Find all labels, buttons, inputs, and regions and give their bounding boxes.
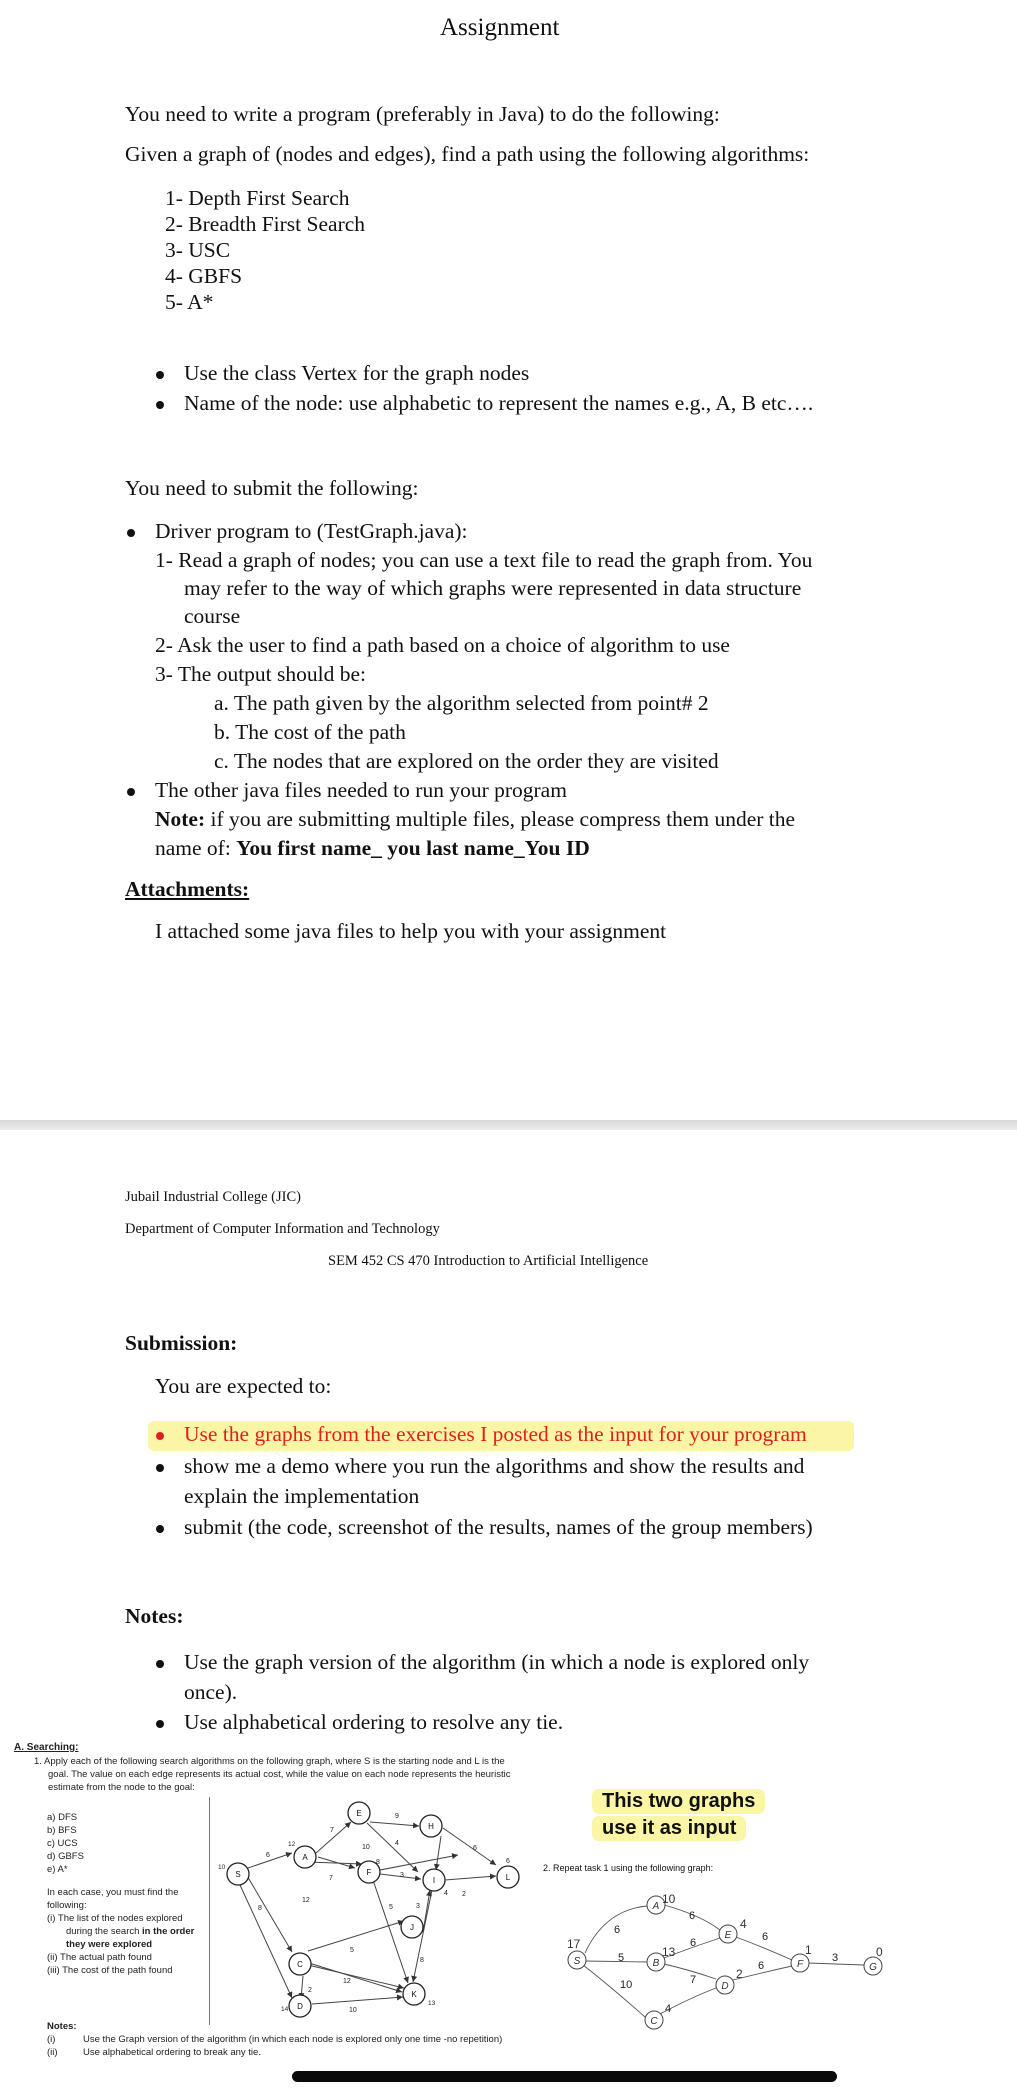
graph2-edge-cost: 7 — [690, 1974, 697, 1986]
graph1-node-label: F — [366, 1868, 372, 1877]
graph1-edge-cost: 6 — [266, 1852, 270, 1859]
output-item: c. The nodes that are explored on the order they are visited — [214, 749, 719, 773]
graph1-edge-cost: 4 — [444, 1890, 448, 1897]
graph1-edge-cost: 9 — [395, 1813, 399, 1820]
attachments-text: I attached some java files to help you with your assignment — [155, 919, 667, 943]
graph1-edge-cost: 4 — [395, 1840, 399, 1847]
note-text: if you are submitting multiple files, please compress them under the — [205, 807, 796, 831]
graph1-edge — [309, 1963, 402, 1992]
excerpt-algo: b) BFS — [47, 1825, 77, 1836]
find-text-cont: following: — [47, 1900, 87, 1911]
task-text: 1. Apply each of the following search algorithms on the following graph, where S is the starting node and L is the — [34, 1756, 505, 1767]
output-item: a. The path given by the algorithm selected from point# 2 — [214, 691, 709, 715]
graph2-heuristic: 13 — [662, 1945, 676, 1959]
graph2-edge — [583, 1965, 645, 2017]
graph2-node-label: B — [652, 1958, 660, 1969]
graph1-edge-cost: 7 — [330, 1827, 334, 1834]
graph1-edge — [308, 1921, 404, 1951]
algorithm-item: 4- GBFS — [165, 264, 243, 288]
expected-line: You are expected to: — [155, 1374, 332, 1398]
graph2-edge-cost: 3 — [832, 1952, 839, 1964]
graph2-node-label: A — [652, 1901, 660, 1912]
algorithm-item: 2- Breadth First Search — [165, 212, 366, 236]
graph2-node-label: G — [869, 1962, 877, 1973]
graph1-edge — [312, 1997, 403, 2004]
excerpt-algo: e) A* — [47, 1864, 68, 1875]
highlighted-bullet: Use the graphs from the exercises I posted as the input for your program — [184, 1422, 807, 1446]
excerpt-notes-label: Notes: — [47, 2021, 77, 2032]
graph1-heuristic: 10 — [218, 1864, 226, 1871]
graph2-heuristic: 4 — [740, 1917, 747, 1931]
home-indicator — [292, 2071, 837, 2082]
note-graph-version-cont: once). — [184, 1680, 238, 1704]
callout-line-1: This two graphs — [592, 1789, 765, 1814]
page-title: Assignment — [440, 14, 560, 41]
graph1-edge-cost: 6 — [506, 1858, 510, 1865]
output-item: b. The cost of the path — [214, 720, 406, 744]
graph1-edge — [445, 1876, 496, 1880]
graph1-edge-cost: 3 — [416, 1903, 420, 1910]
task-text-cont: goal. The value on each edge represents its actual cost, while the value on each node represents the heuristic — [48, 1769, 511, 1780]
graph1-edge-cost: 3 — [400, 1872, 404, 1879]
other-files: The other java files needed to run your program — [155, 778, 567, 802]
algorithm-item: 5- A* — [165, 290, 214, 314]
attachments-heading: Attachments: — [125, 877, 250, 901]
graph2-heuristic: 1 — [805, 1943, 812, 1957]
graph1-node-label: E — [356, 1809, 362, 1818]
graph1-node-label: S — [235, 1870, 241, 1879]
graph1-edge-cost: 8 — [258, 1905, 262, 1912]
graph1-node-label: C — [297, 1960, 303, 1969]
graph1-edge — [443, 1828, 496, 1865]
find-text: In each case, you must find the — [47, 1887, 179, 1898]
graph1-edge — [436, 1836, 441, 1870]
graph1-edge — [308, 1965, 404, 1988]
graph2-node-label: F — [796, 1959, 804, 1970]
graph1-heuristic: 14 — [281, 2006, 289, 2013]
graph1-heuristic: 13 — [428, 2000, 436, 2007]
bullet-vertex: Use the class Vertex for the graph nodes — [184, 361, 530, 385]
note-graph-version: Use the graph version of the algorithm (in which a node is explored only — [184, 1650, 810, 1674]
find-item-i-cont2: they were explored — [66, 1939, 153, 1950]
notes-heading: Notes: — [125, 1604, 184, 1628]
graph2-heuristic: 0 — [876, 1945, 883, 1959]
excerpt-note-i-num: (i) — [47, 2034, 56, 2045]
note-label: Note: — [155, 807, 206, 831]
graph2-edge-cost: 4 — [665, 2003, 672, 2015]
graph1-heuristic: 12 — [288, 1841, 296, 1848]
graph1-edge — [370, 1822, 419, 1826]
graph1-edge-cost: 12 — [343, 1978, 351, 1985]
submit-heading: You need to submit the following: — [125, 476, 419, 500]
graph1-edge-cost: 2 — [308, 1987, 312, 1994]
step-1-cont: may refer to the way of which graphs were represented in data structure — [184, 576, 802, 600]
graph-2 — [583, 1905, 864, 2017]
find-item-i-bold: in the order — [142, 1926, 195, 1937]
graph2-node-label: C — [650, 2016, 658, 2027]
graph2-node-label: E — [724, 1930, 732, 1941]
graph1-node-label: L — [505, 1873, 511, 1882]
graph1-edge-cost: 6 — [473, 1845, 477, 1852]
graph1-edge-cost: 2 — [462, 1891, 466, 1898]
graph1-node-label: D — [297, 2002, 303, 2011]
demo-bullet-cont: explain the implementation — [184, 1484, 420, 1508]
submit-bullet: submit (the code, screenshot of the results, names of the group members) — [184, 1515, 813, 1539]
excerpt-note-ii: Use alphabetical ordering to break any tie. — [83, 2047, 261, 2058]
graph1-node-label: A — [302, 1853, 308, 1862]
graph2-node-label: D — [721, 1981, 729, 1992]
graph2-edge-cost: 6 — [762, 1931, 769, 1943]
graph1-edge — [248, 1853, 292, 1868]
graph2-node-label: S — [573, 1956, 581, 1967]
find-item-ii: (ii) The actual path found — [47, 1952, 152, 1963]
graph1-edge-cost: 8 — [420, 1957, 424, 1964]
name-format: You first name_ you last name_You ID — [236, 836, 590, 860]
graph1-node-label: K — [411, 1990, 417, 1999]
graph1-edge-cost: 10 — [349, 2007, 357, 2014]
intro-line-2: Given a graph of (nodes and edges), find a path using the following algorithms: — [125, 142, 810, 166]
graph1-edge-cost: 5 — [389, 1904, 393, 1911]
step-2: 2- Ask the user to find a path based on a choice of algorithm to use — [155, 633, 730, 657]
graph1-edge-cost: 7 — [329, 1875, 333, 1882]
excerpt-note-i: Use the Graph version of the algorithm (in which each node is explored only one time -no repetition) — [83, 2034, 503, 2045]
step-1-cont2: course — [184, 604, 241, 628]
department-name: Department of Computer Information and Technology — [125, 1221, 440, 1237]
demo-bullet: show me a demo where you run the algorithms and show the results and — [184, 1454, 805, 1478]
task-text-cont2: estimate from the node to the goal: — [48, 1782, 195, 1793]
graph1-node-label: H — [428, 1822, 434, 1831]
excerpt-note-ii-num: (ii) — [47, 2047, 58, 2058]
graph2-heuristic: 10 — [662, 1892, 676, 1906]
step-3: 3- The output should be: — [155, 662, 367, 686]
graph1-edge — [423, 1890, 430, 1932]
course-name: SEM 452 CS 470 Introduction to Artificial Intelligence — [328, 1253, 649, 1269]
graph2-edge-cost: 5 — [618, 1952, 625, 1964]
driver-program: Driver program to (TestGraph.java): — [155, 519, 468, 543]
graph2-heuristic: 17 — [567, 1937, 581, 1951]
algorithm-item: 1- Depth First Search — [165, 186, 350, 210]
graph2-heuristic: 2 — [736, 1967, 743, 1981]
graph2-edge-cost: 10 — [620, 1979, 633, 1991]
step-1: 1- Read a graph of nodes; you can use a text file to read the graph from. You — [155, 548, 813, 572]
excerpt-algo: a) DFS — [47, 1812, 78, 1823]
graph1-edge-cost: 10 — [362, 1844, 370, 1851]
graph1-edge-cost: 12 — [302, 1897, 310, 1904]
graph1-edge-cost: 5 — [350, 1947, 354, 1954]
find-item-i-text: during the search — [66, 1926, 143, 1937]
graph1-node-label: I — [432, 1876, 436, 1885]
graph1-edge-cost: 8 — [376, 1859, 380, 1866]
name-of: name of: — [155, 836, 237, 860]
graph2-edge-cost: 6 — [758, 1960, 765, 1972]
repeat-task: 2. Repeat task 1 using the following graph: — [543, 1863, 714, 1873]
excerpt-algo: d) GBFS — [47, 1851, 84, 1862]
college-name: Jubail Industrial College (JIC) — [125, 1189, 301, 1205]
graph2-edge-cost: 6 — [689, 1910, 696, 1922]
bullet-node-names: Name of the node: use alphabetic to represent the names e.g., A, B etc…. — [184, 391, 814, 415]
find-item-i: (i) The list of the nodes explored — [47, 1913, 183, 1924]
find-item-iii: (iii) The cost of the path found — [47, 1965, 173, 1976]
graph1-edge — [380, 1855, 458, 1870]
graph2-edge-cost: 6 — [614, 1924, 621, 1936]
graph1-node-label: J — [410, 1923, 414, 1932]
excerpt-algo: c) UCS — [47, 1838, 78, 1849]
note-alphabetical: Use alphabetical ordering to resolve any tie. — [184, 1710, 564, 1734]
submission-heading: Submission: — [125, 1331, 238, 1355]
section-searching: A. Searching: — [14, 1742, 79, 1753]
algorithm-item: 3- USC — [165, 238, 231, 262]
graph1-edge — [240, 1885, 292, 1998]
callout-line-2: use it as input — [592, 1816, 746, 1841]
graph2-edge-cost: 6 — [690, 1937, 697, 1949]
intro-line-1: You need to write a program (preferably in Java) to do the following: — [125, 102, 720, 126]
graph2-edge — [585, 1961, 647, 1962]
